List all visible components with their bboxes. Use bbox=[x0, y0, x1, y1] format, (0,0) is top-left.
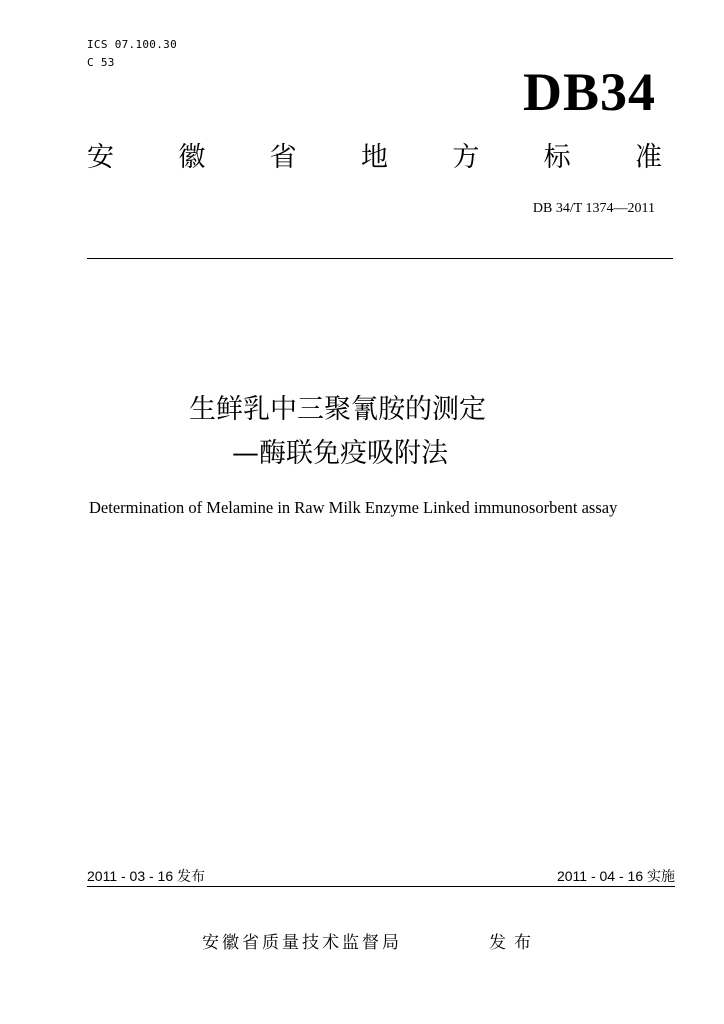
document-title: 生鲜乳中三聚氰胺的测定 bbox=[189, 394, 486, 425]
standard-type-char: 安 bbox=[87, 142, 114, 173]
english-title: Determination of Melamine in Raw Milk Enzyme Linked immunosorbent assay bbox=[89, 498, 618, 517]
implementation-date: 2011 - 04 - 16 实施 bbox=[556, 868, 675, 884]
publisher-name: 安徽省质量技术监督局 bbox=[202, 933, 402, 953]
standard-type-char: 地 bbox=[360, 142, 388, 173]
standard-type-heading bbox=[87, 140, 662, 176]
standard-type-char: 徽 bbox=[178, 142, 206, 173]
standard-type-char: 方 bbox=[452, 142, 480, 173]
standard-number: DB 34/T 1374—2011 bbox=[532, 201, 655, 216]
ccs-code: C 53 bbox=[87, 56, 115, 69]
issue-date: 2011 - 03 - 16 发布 bbox=[87, 868, 206, 884]
standard-type-char: 标 bbox=[543, 142, 571, 173]
date-row bbox=[87, 867, 675, 885]
standard-type-char: 省 bbox=[269, 142, 297, 173]
document-subtitle: —酶联免疫吸附法 bbox=[232, 438, 448, 469]
footer-divider bbox=[87, 886, 675, 887]
issue-label: 发布 bbox=[489, 933, 539, 953]
standard-type-char: 准 bbox=[634, 142, 662, 173]
header-divider bbox=[87, 258, 673, 259]
ics-code: ICS 07.100.30 bbox=[87, 38, 177, 51]
standard-mark: DB34 bbox=[522, 62, 656, 122]
